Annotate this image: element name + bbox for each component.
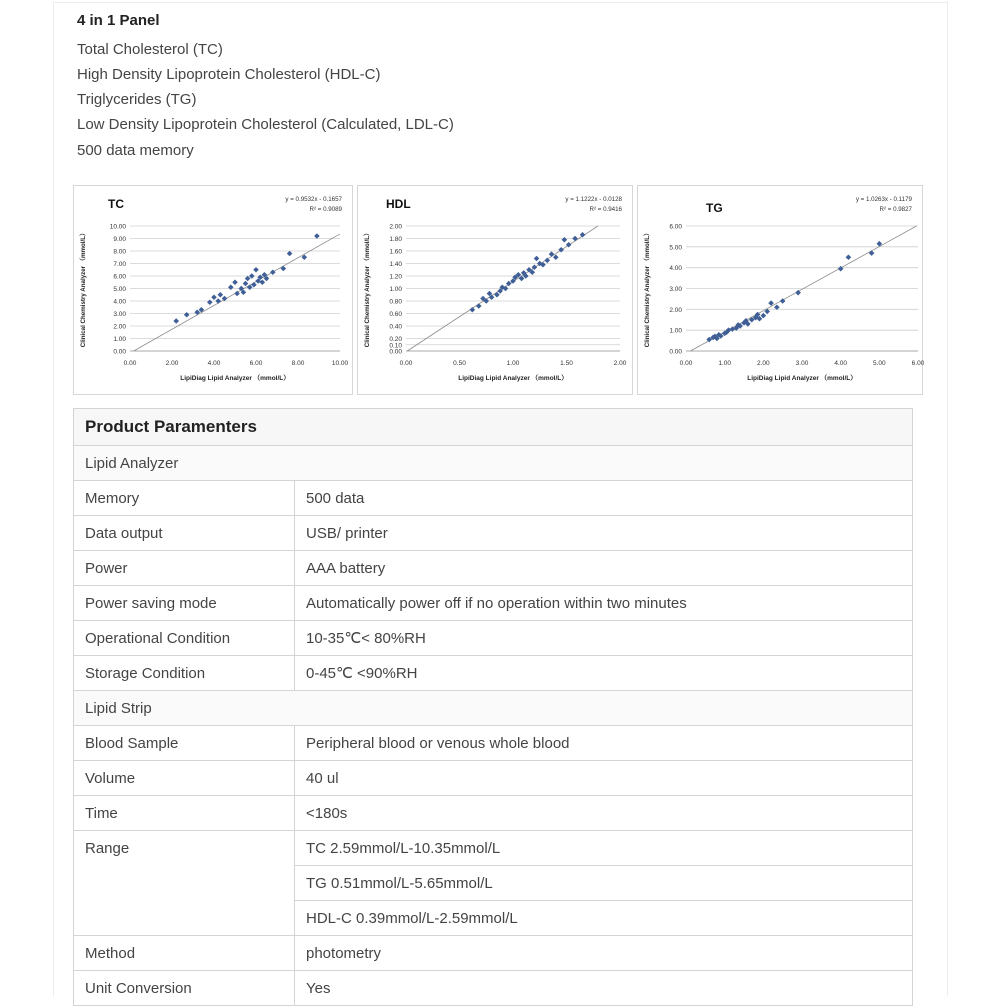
param-value: 0-45℃ <90%RH <box>295 656 913 691</box>
x-tick-label: 6.00 <box>249 360 263 367</box>
table-row <box>74 936 913 971</box>
table-row <box>74 656 913 691</box>
chart-title: HDL <box>386 197 411 211</box>
y-tick-label: 4.00 <box>669 265 682 273</box>
y-tick-label: 0.40 <box>389 323 402 331</box>
x-axis-label: LipiDiag Lipid Analyzer （mmol/L） <box>458 375 568 382</box>
x-tick-label: 0.00 <box>123 360 137 367</box>
feature-item: Triglycerides (TG) <box>77 91 197 108</box>
data-point <box>846 254 852 260</box>
tc-chart <box>73 185 353 395</box>
data-point <box>476 303 482 309</box>
data-point <box>470 307 476 313</box>
x-axis-label: LipiDiag Lipid Analyzer （mmol/L） <box>180 375 290 382</box>
data-point <box>173 318 179 324</box>
y-tick-label: 0.60 <box>389 311 402 318</box>
section-label: Lipid Strip <box>74 691 913 726</box>
y-axis-label: Clinical Chemistry Analyzer （mmol/L） <box>644 229 651 348</box>
data-point <box>232 279 238 285</box>
tg-chart <box>637 185 923 395</box>
data-point <box>243 281 249 287</box>
x-tick-label: 0.00 <box>399 360 413 367</box>
table-row <box>74 586 913 621</box>
param-label: Range <box>74 831 295 936</box>
x-tick-label: 2.00 <box>613 360 627 367</box>
y-tick-label: 1.00 <box>669 327 682 335</box>
x-tick-label: 10.00 <box>331 360 349 367</box>
param-value: USB/ printer <box>295 516 913 551</box>
data-point <box>218 292 224 298</box>
y-tick-label: 0.10 <box>389 342 402 350</box>
y-tick-label: 1.80 <box>389 236 402 243</box>
data-point <box>562 237 568 243</box>
x-tick-label: 4.00 <box>207 360 221 367</box>
y-tick-label: 1.20 <box>389 273 402 281</box>
y-axis-label: Clinical Chemistry Analyzer （mmol/L） <box>364 229 371 348</box>
param-label: Method <box>74 936 295 971</box>
panel-title: 4 in 1 Panel <box>77 12 160 29</box>
regression-equation: y = 1.0263x - 0.1179 <box>855 196 912 203</box>
x-tick-label: 3.00 <box>795 360 809 367</box>
feature-item: Total Cholesterol (TC) <box>77 41 223 58</box>
chart-title: TC <box>108 197 124 211</box>
y-axis-label: Clinical Chemistry Analyzer （mmol/L） <box>80 229 87 348</box>
param-value: photometry <box>295 936 913 971</box>
data-point <box>270 269 276 275</box>
chart-title: TG <box>706 201 723 215</box>
y-tick-label: 2.00 <box>113 323 126 331</box>
r-squared: R² = 0.9827 <box>879 206 912 213</box>
table-row <box>74 831 913 866</box>
x-tick-label: 6.00 <box>911 360 924 367</box>
param-value: HDL-C 0.39mmol/L-2.59mmol/L <box>295 901 913 936</box>
x-tick-label: 1.00 <box>506 360 520 367</box>
param-label: Power saving mode <box>74 586 295 621</box>
comparison-charts <box>73 185 923 395</box>
table-row <box>74 621 913 656</box>
param-value: Automatically power off if no operation within two minutes <box>295 586 913 621</box>
param-value: AAA battery <box>295 551 913 586</box>
x-tick-label: 0.50 <box>453 360 466 367</box>
param-label: Time <box>74 796 295 831</box>
x-tick-label: 2.00 <box>757 360 770 367</box>
param-value: TG 0.51mmol/L-5.65mmol/L <box>295 866 913 901</box>
data-point <box>314 233 320 239</box>
y-tick-label: 5.00 <box>669 244 682 252</box>
y-tick-label: 6.00 <box>669 223 682 231</box>
y-tick-label: 9.00 <box>113 236 126 243</box>
section-row <box>74 446 913 481</box>
y-tick-label: 0.00 <box>669 348 682 356</box>
y-tick-label: 2.00 <box>669 306 682 314</box>
table-row <box>74 516 913 551</box>
scatter-plot <box>358 186 634 396</box>
param-label: Blood Sample <box>74 726 295 761</box>
data-point <box>761 313 767 319</box>
data-point <box>580 232 586 238</box>
table-row <box>74 761 913 796</box>
data-point <box>869 250 875 256</box>
y-tick-label: 10.00 <box>109 223 126 231</box>
y-tick-label: 0.00 <box>389 348 402 356</box>
product-parameters-table <box>73 408 913 1006</box>
param-value: TC 2.59mmol/L-10.35mmol/L <box>295 831 913 866</box>
data-point <box>253 267 259 273</box>
y-tick-label: 0.20 <box>389 336 402 343</box>
y-tick-label: 1.00 <box>389 286 402 293</box>
data-point <box>544 258 550 264</box>
data-point <box>215 298 221 304</box>
y-tick-label: 7.00 <box>113 261 126 268</box>
y-tick-label: 0.00 <box>113 348 126 356</box>
param-label: Power <box>74 551 295 586</box>
x-tick-label: 8.00 <box>291 360 305 367</box>
data-point <box>549 251 555 257</box>
feature-item: 500 data memory <box>77 142 194 159</box>
data-point <box>207 299 213 305</box>
x-tick-label: 2.00 <box>165 360 179 367</box>
data-point <box>287 251 293 257</box>
regression-equation: y = 1.1222x - 0.0128 <box>565 196 622 203</box>
param-value: 500 data <box>295 481 913 516</box>
feature-item: Low Density Lipoprotein Cholesterol (Calculated, LDL-C) <box>77 116 454 133</box>
table-title: Product Paramenters <box>74 409 913 446</box>
param-label: Operational Condition <box>74 621 295 656</box>
param-label: Volume <box>74 761 295 796</box>
param-value: <180s <box>295 796 913 831</box>
param-label: Data output <box>74 516 295 551</box>
data-point <box>519 276 525 282</box>
feature-item: High Density Lipoprotein Cholesterol (HDL-C) <box>77 66 381 83</box>
data-point <box>281 266 287 272</box>
y-tick-label: 0.80 <box>389 298 402 306</box>
data-point <box>534 256 540 262</box>
table-row <box>74 551 913 586</box>
param-value: 40 ul <box>295 761 913 796</box>
y-tick-label: 3.00 <box>669 286 682 293</box>
data-point <box>572 236 578 242</box>
param-value: 10-35℃< 80%RH <box>295 621 913 656</box>
y-tick-label: 1.60 <box>389 248 402 256</box>
y-tick-label: 3.00 <box>113 311 126 318</box>
section-label: Lipid Analyzer <box>74 446 913 481</box>
param-label: Storage Condition <box>74 656 295 691</box>
x-tick-label: 5.00 <box>873 360 886 367</box>
table-row <box>74 481 913 516</box>
param-value: Yes <box>295 971 913 1006</box>
section-row <box>74 691 913 726</box>
y-tick-label: 8.00 <box>113 248 126 256</box>
data-point <box>211 294 217 300</box>
hdl-chart <box>357 185 633 395</box>
scatter-plot <box>638 186 924 396</box>
table-row <box>74 971 913 1006</box>
x-tick-label: 1.00 <box>718 360 731 367</box>
x-tick-label: 1.50 <box>560 360 573 367</box>
scatter-plot <box>74 186 354 396</box>
table-header-row <box>74 409 913 446</box>
y-tick-label: 4.00 <box>113 298 126 306</box>
data-point <box>228 284 234 290</box>
param-label: Memory <box>74 481 295 516</box>
y-tick-label: 5.00 <box>113 286 126 293</box>
x-axis-label: LipiDiag Lipid Analyzer （mmol/L） <box>747 375 857 382</box>
table-row <box>74 726 913 761</box>
data-point <box>494 292 500 298</box>
data-point <box>184 312 190 318</box>
param-value: Peripheral blood or venous whole blood <box>295 726 913 761</box>
y-tick-label: 1.00 <box>113 336 126 343</box>
r-squared: R² = 0.9089 <box>309 206 342 213</box>
y-tick-label: 1.40 <box>389 261 402 268</box>
regression-equation: y = 0.9532x - 0.1657 <box>285 196 342 203</box>
y-tick-label: 2.00 <box>389 223 402 231</box>
y-tick-label: 6.00 <box>113 273 126 281</box>
table-row <box>74 796 913 831</box>
data-point <box>260 279 266 285</box>
x-tick-label: 0.00 <box>679 360 693 367</box>
r-squared: R² = 0.9416 <box>589 206 622 213</box>
param-label: Unit Conversion <box>74 971 295 1006</box>
x-tick-label: 4.00 <box>834 360 847 367</box>
